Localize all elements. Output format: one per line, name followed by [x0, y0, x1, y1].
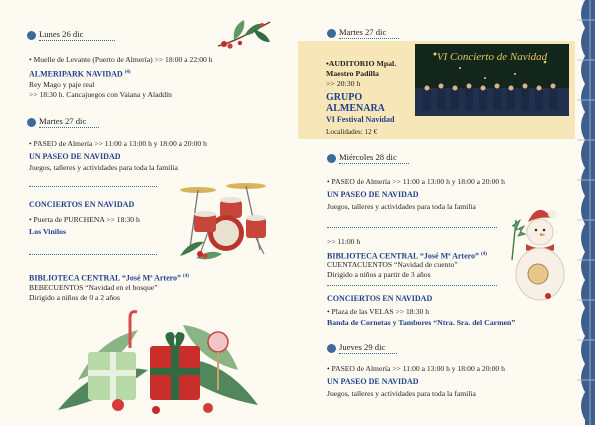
- event-detail: Dirigido a niños a partir de 3 años: [327, 270, 431, 279]
- event-detail: Rey Mago y paje real: [29, 80, 95, 89]
- price: Localidades: 12 €: [326, 128, 378, 136]
- band-name: Los Vinilos: [29, 227, 67, 236]
- group-name: GRUPO: [326, 92, 363, 103]
- concert-photo-icon: [415, 44, 569, 116]
- bullet-dot-icon: [327, 29, 336, 38]
- event-title: UN PASEO DE NAVIDAD: [29, 152, 121, 161]
- christmas-gifts-icon: [58, 310, 268, 425]
- day-heading-lunes: Lunes 26 dic: [27, 29, 115, 41]
- event-location: • Muelle de Levante (Puerto de Almería) >> 18:00 a 22:00 h: [29, 55, 213, 64]
- event-title: BIBLIOTECA CENTRAL “José Mª Artero” $^{(4)}$: [29, 273, 189, 283]
- event-location: • PASEO de Almería >> 11:00 a 13:00 h y 18:00 a 20:00 h: [29, 139, 207, 148]
- event-location: • PASEO de Almería >> 11:00 a 13:00 h y 18:00 a 20:00 h: [327, 177, 505, 186]
- bullet-dot-icon: [27, 118, 36, 127]
- event-location: • PASEO de Almería >> 11:00 a 13:00 h y 18:00 a 20:00 h: [327, 364, 505, 373]
- holly-leaves-icon: [176, 236, 226, 262]
- event-detail: Dirigido a niños de 0 a 2 años: [29, 293, 120, 302]
- band-name: Banda de Cornetas y Tambores “Ntra. Sra. del Carmen”: [327, 318, 516, 327]
- event-detail: Juegos, talleres y actividades para toda la familia: [327, 389, 476, 398]
- festival-name: VI Festival Navidad: [326, 115, 395, 124]
- event-title: CONCIERTOS EN NAVIDAD: [327, 294, 433, 303]
- event-title: BIBLIOTECA CENTRAL “José Mª Artero” $^{(4)}$: [327, 251, 487, 261]
- event-location: •AUDITORIO Mpal.: [326, 59, 397, 68]
- event-detail: Juegos, talleres y actividades para toda la familia: [327, 202, 476, 211]
- event-title: UN PASEO DE NAVIDAD: [327, 377, 419, 386]
- snowman-icon: [508, 198, 568, 302]
- divider: [327, 285, 497, 286]
- event-location: • Puerta de PURCHENA >> 18:30 h: [29, 215, 140, 224]
- divider: [29, 186, 157, 187]
- day-heading-jueves: Jueves 29 dic: [327, 342, 397, 354]
- group-name: ALMENARA: [326, 103, 385, 114]
- svg-text:VI Concierto de Navidad: VI Concierto de Navidad: [436, 51, 548, 63]
- concert-poster-image: [415, 44, 569, 116]
- event-title: CONCIERTOS EN NAVIDAD: [29, 200, 135, 209]
- event-time: >> 20:30 h: [326, 79, 361, 88]
- day-heading-miercoles: Miércoles 28 dic: [327, 152, 409, 164]
- event-detail: >> 18:30 h. Cancajuegos con Vaiana y Aladdín: [29, 90, 172, 99]
- event-time: >> 11:00 h: [327, 237, 361, 246]
- event-detail: BEBECUENTOS “Navidad en el bosque”: [29, 283, 158, 292]
- day-heading-martes: Martes 27 dic: [327, 27, 399, 39]
- day-heading-martes: Martes 27 dic: [27, 116, 99, 128]
- holly-branch-icon: [214, 16, 276, 52]
- event-title: UN PASEO DE NAVIDAD: [327, 190, 419, 199]
- event-location: Maestro Padilla: [326, 69, 379, 78]
- event-detail: CUENTACUENTOS “Navidad de cuento”: [327, 260, 458, 269]
- event-title: ALMERIPARK NAVIDAD $^{(4)}$: [29, 69, 131, 79]
- event-location: • Plaza de las VELAS >> 18:30 h: [327, 307, 429, 316]
- event-detail: Juegos, talleres y actividades para toda la familia: [29, 163, 178, 172]
- divider: [327, 227, 497, 228]
- bullet-dot-icon: [327, 344, 336, 353]
- plaid-pattern-icon: [577, 0, 595, 425]
- divider: [29, 254, 157, 255]
- bullet-dot-icon: [327, 154, 336, 163]
- bullet-dot-icon: [27, 31, 36, 40]
